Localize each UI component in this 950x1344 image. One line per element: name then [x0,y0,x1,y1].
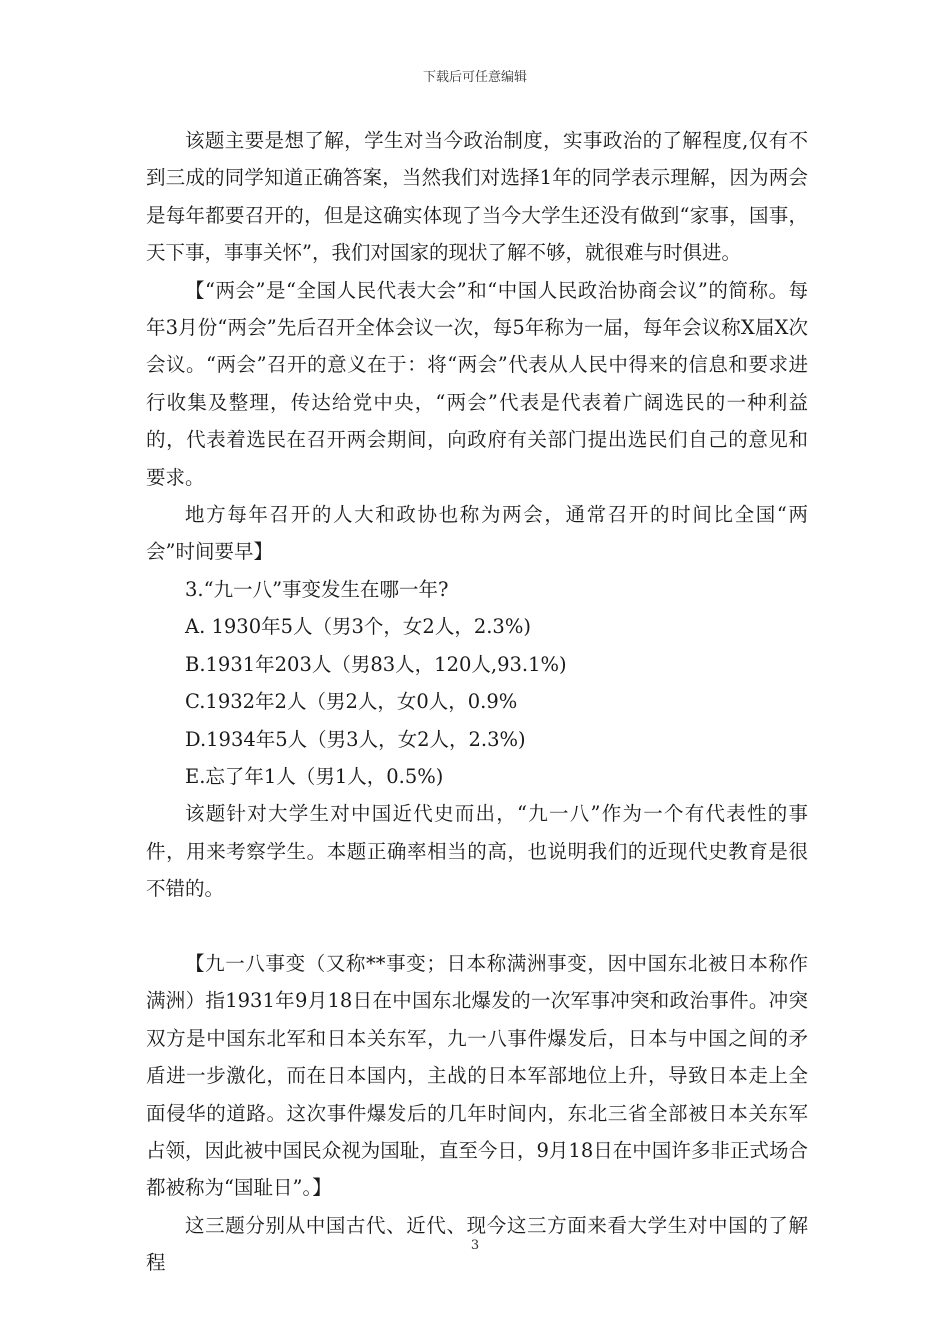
option-e: E.忘了年1人（男1人，0.5%) [185,764,444,788]
blank-line [146,908,808,945]
page-number: 3 [470,1238,480,1253]
paragraph-local-two-sessions: 地方每年召开的人大和政协也称为两会，通常召开的时间比全国“两会”时间要早】 [146,503,808,564]
paragraph-918-incident: 【九一八事变（又称**事变；日本称满洲事变，因中国东北被日本称作满洲）指1931年9月18日在中国东北爆发的一次军事冲突和政治事件。冲突双方是中国东北军和日本关东军，九一八事件爆发后，日本与中国之间的矛盾进一步激化，而在日本国内，主战的日本军部地位上升，导致日本走上全面侵华的道路。这次事件爆发后的几年时间内，东北三省全部被日本关东军占领，因此被中国民众视为国耻，直至今日，9月18日在中国许多非正式场合都被称为“国耻日”。】 [146,951,808,1200]
document-body [146,122,808,1282]
option-b: B.1931年203人（男83人，120人,93.1%) [185,652,567,676]
option-d: D.1934年5人（男3人，女2人，2.3%) [185,727,526,751]
option-a: A. 1930年5人（男3个，女2人，2.3%) [185,615,531,639]
page-header: 下载后可任意编辑 [422,70,527,85]
option-c: C.1932年2人（男2人，女0人，0.9% [185,690,518,714]
paragraph-summary: 这三题分别从中国古代、近代、现今这三方面来看大学生对中国的了解程 [146,1213,808,1275]
question-3: 3.“九一八”事变发生在哪一年? [185,577,449,601]
paragraph-two-sessions-analysis: 该题主要是想了解，学生对当今政治制度，实事政治的了解程度,仅有不到三成的同学知道正确答案，当然我们对选择1年的同学表示理解，因为两会是每年都要召开的，但是这确实体现了当今大学生还没有做到“家事，国事，天下事，事事关怀”，我们对国家的现状了解不够，就很难与时俱进。 [146,129,808,265]
paragraph-two-sessions-definition: 【“两会”是“全国人民代表大会”和“中国人民政治协商会议”的简称。每年3月份“两会”先后召开全体会议一次，每5年称为一届，每年会议称X届X次会议。“两会”召开的意义在于：将“两会”代表从人民中得来的信息和要求进行收集及整理，传达给党中央，“两会”代表是代表着广阔选民的一种利益的，代表着选民在召开两会期间，向政府有关部门提出选民们自己的意见和要求。 [146,278,808,489]
paragraph-question-3-analysis: 该题针对大学生对中国近代史而出，“九一八”作为一个有代表性的事件，用来考察学生。本题正确率相当的高，也说明我们的近现代史教育是很不错的。 [146,802,808,901]
